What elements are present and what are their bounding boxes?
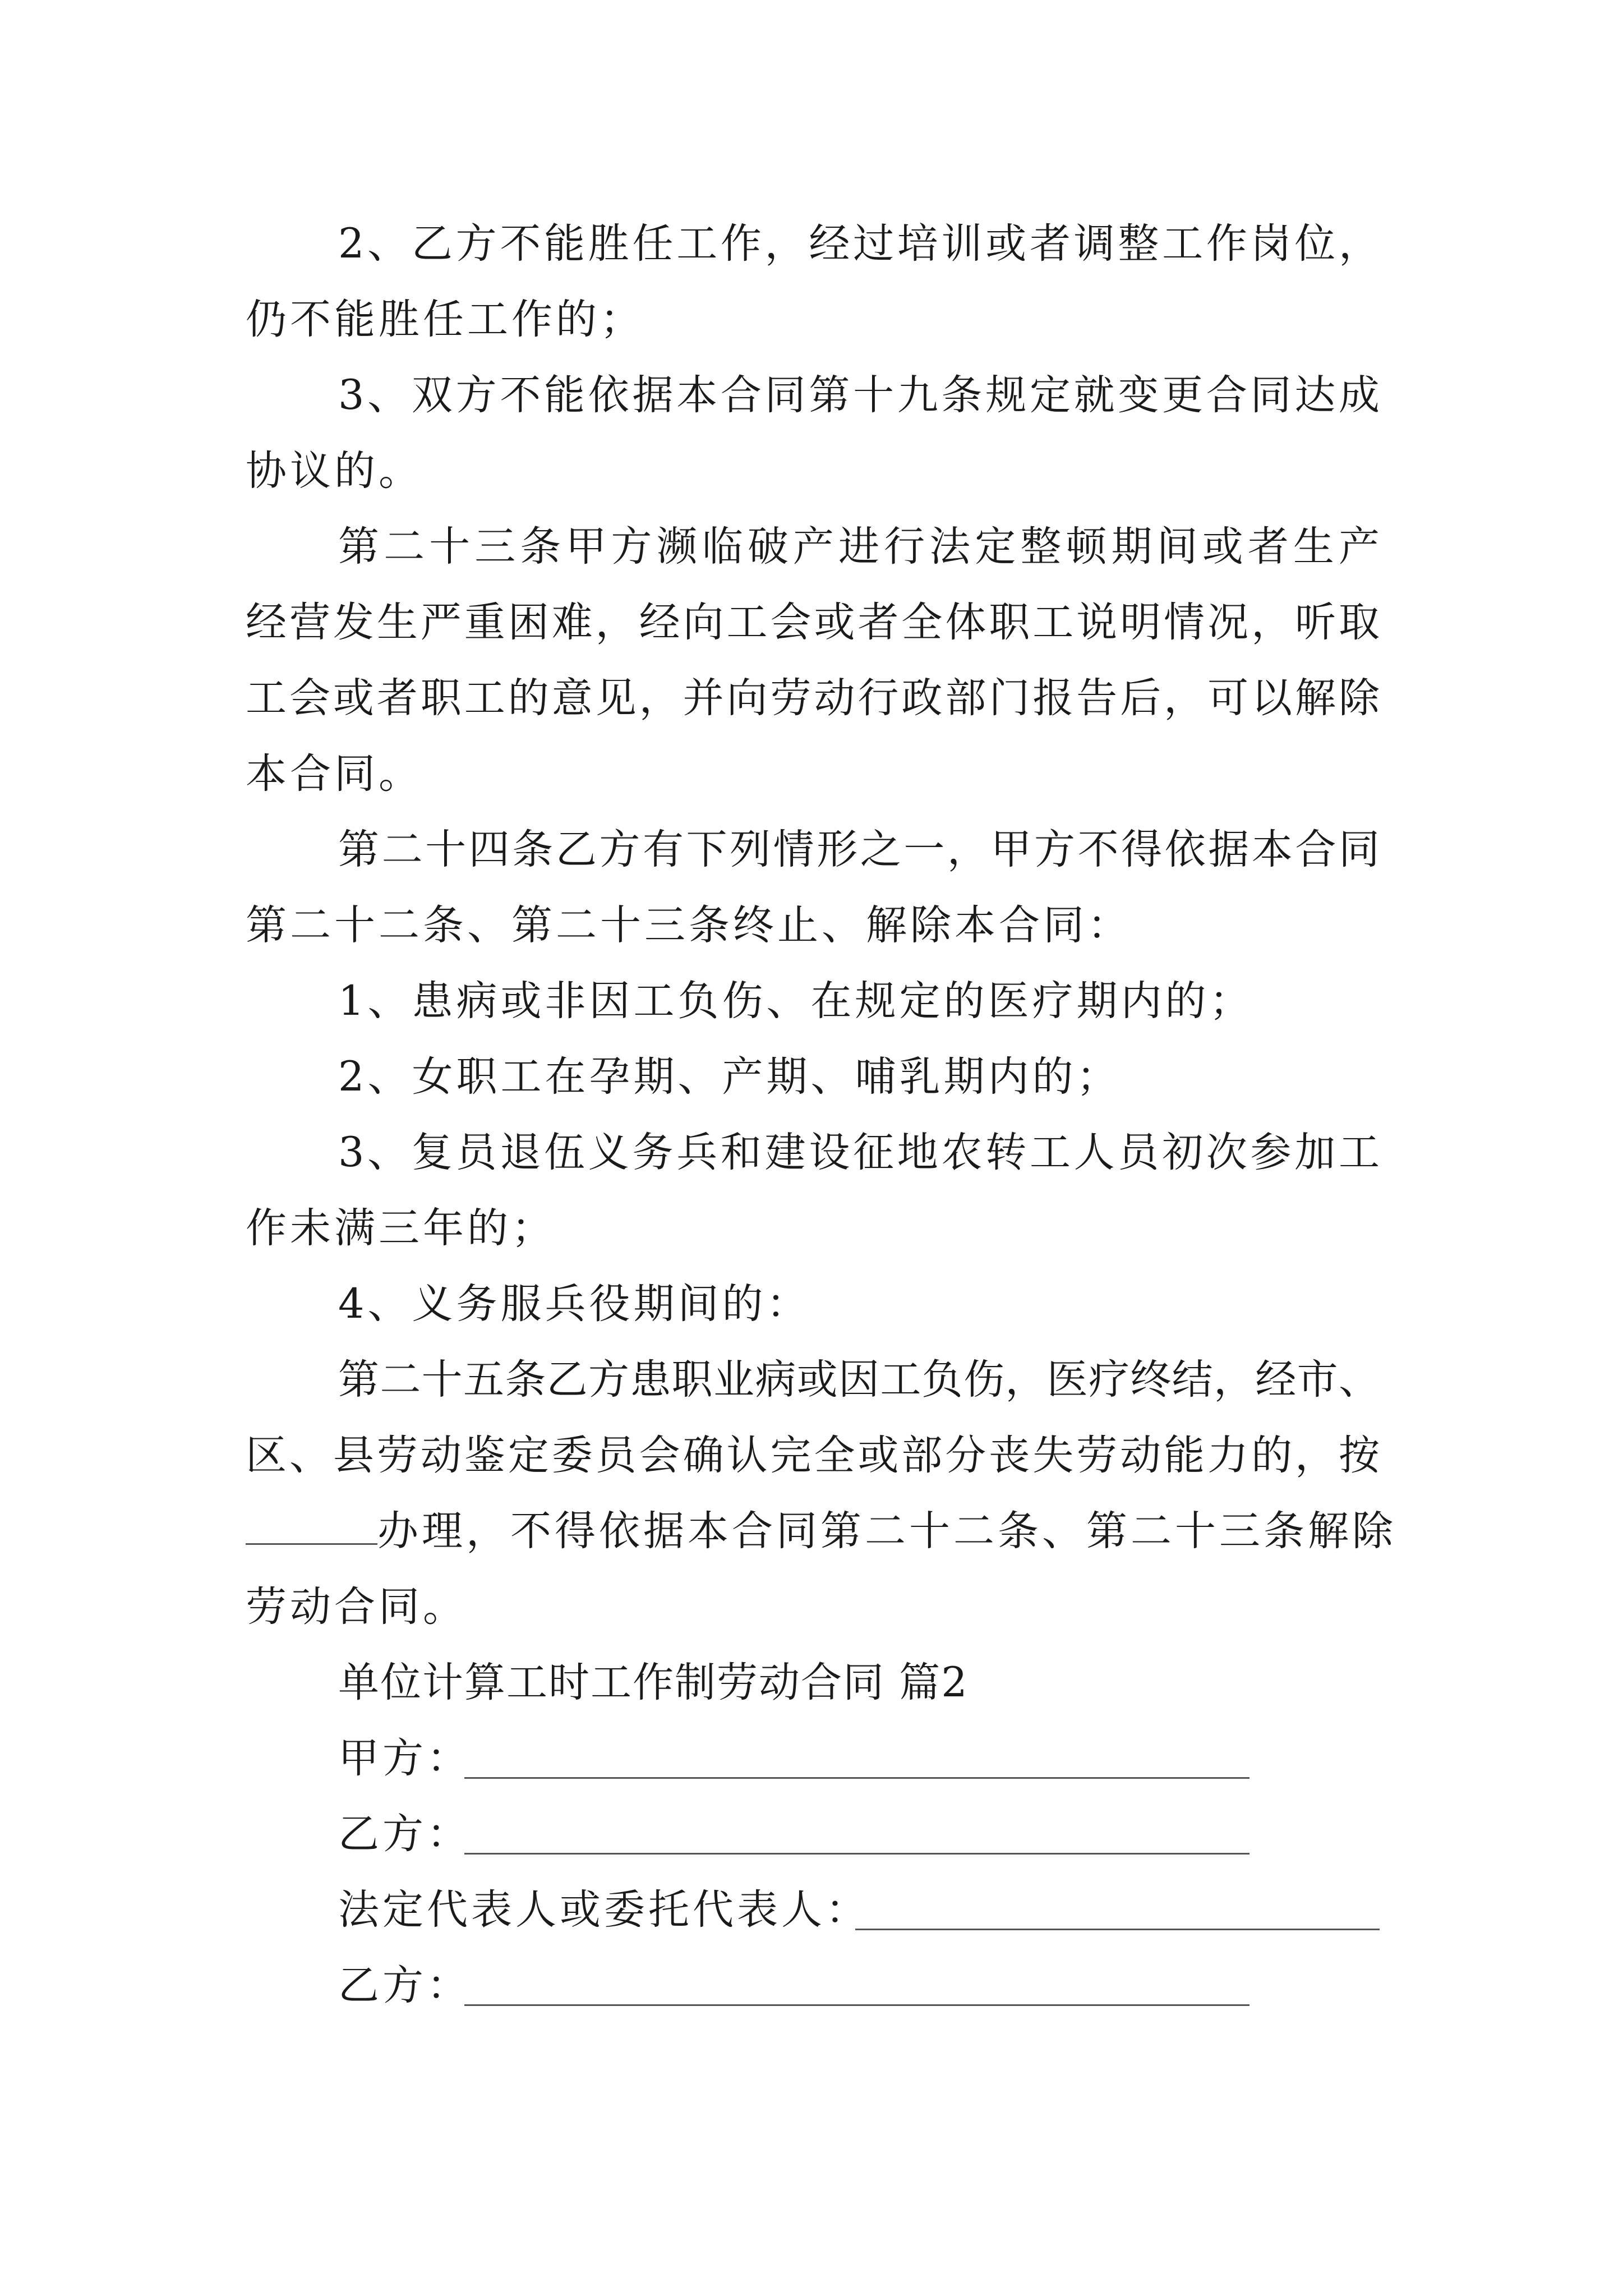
list-item: 4、义务服兵役期间的：: [338, 1280, 811, 1328]
paragraph-line: 区、县劳动鉴定委员会确认完全或部分丧失劳动能力的，按: [246, 1432, 1380, 1479]
list-item: 1、患病或非因工负伤、在规定的医疗期内的；: [338, 977, 1254, 1025]
paragraph-line: 经营发生严重困难，经向工会或者全体职工说明情况，听取: [246, 599, 1380, 646]
legal-representative-label: 法定代表人或委托代表人：: [338, 1886, 870, 1934]
party-b-label: 乙方：: [338, 1810, 471, 1858]
paragraph-line-with-blank: [246, 1503, 1396, 1559]
paragraph-line: 本合同。: [246, 750, 423, 798]
paragraph-line: 2、乙方不能胜任工作，经过培训或者调整工作岗位，: [338, 220, 1380, 268]
party-b-blank-2: [464, 2004, 1249, 2006]
list-item: 2、女职工在孕期、产期、哺乳期内的；: [338, 1053, 1121, 1101]
list-item: 3、复员退伍义务兵和建设征地农转工人员初次参加工: [338, 1129, 1380, 1176]
paragraph-line: 劳动合同。: [246, 1583, 467, 1631]
paragraph-line: 作未满三年的；: [246, 1204, 556, 1252]
paragraph-line: 第二十四条乙方有下列情形之一，甲方不得依据本合同: [338, 826, 1380, 873]
party-a-blank: [464, 1777, 1249, 1779]
paragraph-line-text: 办理，不得依据本合同第二十二条、第二十三条解除: [377, 1507, 1396, 1555]
party-a-label: 甲方：: [338, 1734, 471, 1782]
paragraph-line: 第二十三条甲方濒临破产进行法定整顿期间或者生产: [338, 523, 1380, 570]
party-b-blank: [464, 1853, 1249, 1855]
paragraph-line: 工会或者职工的意见，并向劳动行政部门报告后，可以解除: [246, 674, 1380, 722]
paragraph-line: 协议的。: [246, 447, 423, 495]
party-b-label-2: 乙方：: [338, 1962, 471, 2009]
paragraph-line: 仍不能胜任工作的；: [246, 296, 644, 343]
paragraph-line: 第二十二条、第二十三条终止、解除本合同：: [246, 901, 1132, 949]
section-heading: 单位计算工时工作制劳动合同 篇2: [338, 1659, 969, 1706]
fill-in-blank: [246, 1510, 377, 1545]
legal-representative-blank: [855, 1929, 1380, 1930]
paragraph-line: 第二十五条乙方患职业病或因工负伤，医疗终结，经市、: [338, 1356, 1380, 1404]
paragraph-line: 3、双方不能依据本合同第十九条规定就变更合同达成: [338, 371, 1380, 419]
